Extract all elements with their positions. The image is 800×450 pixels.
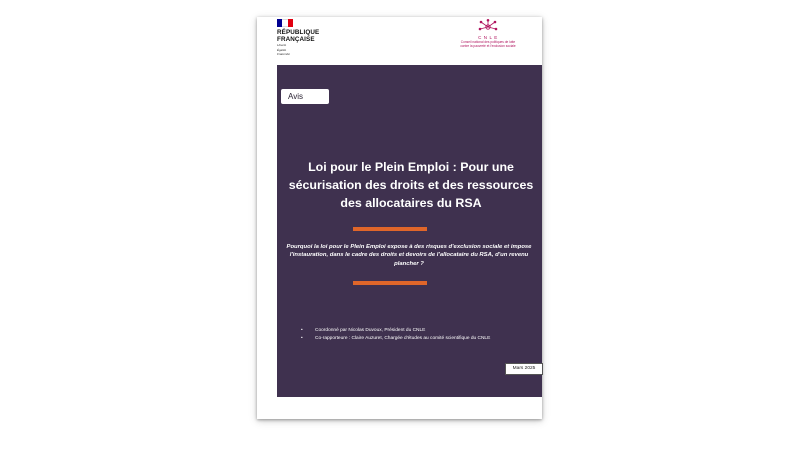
motto-liberte: Liberté xyxy=(277,43,287,47)
coordinators-list xyxy=(301,327,521,343)
list-item xyxy=(301,335,521,343)
republique-francaise-logo xyxy=(277,19,347,57)
motto-egalite: Égalité xyxy=(277,47,287,52)
cnle-emblem-icon xyxy=(477,19,499,35)
motto-fraternite: Fraternité xyxy=(277,52,290,57)
cnle-description-line-1: Conseil national des politiques de lutte xyxy=(460,40,516,44)
coordinator-text: Coordonné par Nicolas Duvoux, Président du CNLE xyxy=(315,328,426,333)
accent-rule-bottom xyxy=(353,281,427,285)
document-type-tag: Avis xyxy=(281,89,329,104)
document-subtitle: Pourquoi la loi pour le Plein Emploi expose à des risques d'exclusion sociale et impose l'instauration, dans le cadre des droits et devoirs de l'allocataire du RSA, d'un revenu plancher ? xyxy=(286,244,532,267)
french-flag-icon xyxy=(277,19,293,27)
republique-line-2: FRANÇAISE xyxy=(277,36,315,43)
republique-line-1: RÉPUBLIQUE xyxy=(277,29,320,36)
accent-rule-top xyxy=(353,227,427,231)
co-rapporteur-text: Co-rapporteure : Claire Auzuret, Chargée d'études au comité scientifique du CNLE xyxy=(315,336,491,342)
publication-date: Mars 2025 xyxy=(505,363,543,375)
cover-panel xyxy=(277,65,542,397)
document-title: Loi pour le Plein Emploi : Pour une sécurisation des droits et des ressources des allocataires du RSA xyxy=(288,160,534,210)
bullet-icon: • xyxy=(301,336,303,342)
cnle-description-line-2: contre la pauvreté et l'exclusion sociale xyxy=(460,44,516,48)
document-page xyxy=(257,17,542,419)
list-item xyxy=(301,327,521,335)
cnle-logo xyxy=(447,19,529,48)
cnle-name: C N L E xyxy=(478,35,498,40)
bullet-icon: • xyxy=(301,328,303,333)
